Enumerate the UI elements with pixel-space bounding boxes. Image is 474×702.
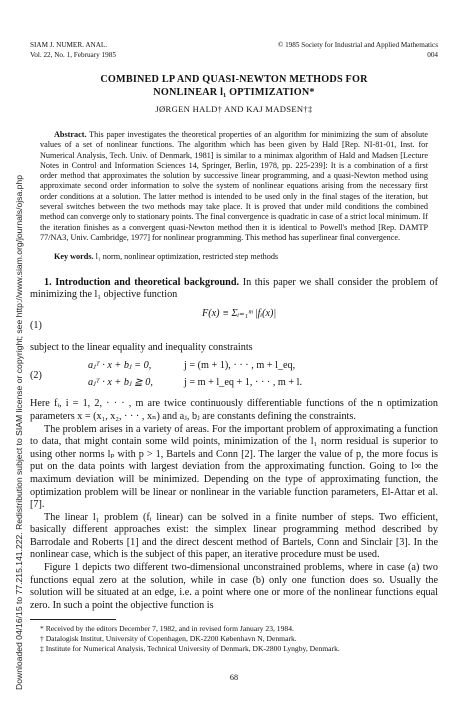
body-text: [30, 277, 438, 613]
inequality-constraint: aⱼᵀ · x + bⱼ ≧ 0,: [88, 377, 153, 389]
journal-volume: Vol. 22, No. 1, February 1985: [30, 51, 116, 59]
title-line-2: NONLINEAR l₁ OPTIMIZATION*: [153, 87, 315, 98]
download-notice: Downloaded 04/16/15 to 77.215.141.222. Redistribution subject to SIAM license or copyright; see http://www.siam.org/journals/ojsa.php: [14, 175, 24, 690]
journal-name: SIAM J. NUMER. ANAL.: [30, 41, 108, 49]
section-lead: In this paper we shall consider the problem of minimizing the l₁ objective function: [30, 276, 439, 301]
inequality-range: j = m + l_eq + 1, · · · , m + l.: [184, 377, 303, 389]
keywords-label: Key words.: [54, 252, 94, 262]
footnote-received: * Received by the editors December 7, 1982, and in revised form January 23, 1984.: [40, 624, 294, 634]
equality-range: j = (m + 1), · · · , m + l_eq,: [184, 360, 296, 372]
paragraph-linear: The linear l₁ problem (fᵢ linear) can be solved in a finite number of steps. Two efficient, basically different approaches exist: the simplex linear programming method described by Barrodale and Roberts [1] and the direct descent method of Bartels, Conn and Sinclair [3]. In the nonlinear case, which is the subject of this paper, an iterative procedure must be used.: [30, 511, 438, 561]
abstract-label: Abstract.: [54, 130, 87, 139]
equality-constraint: aⱼᵀ · x + bⱼ = 0,: [88, 360, 152, 372]
running-header: [30, 40, 438, 60]
abstract: [40, 130, 428, 243]
footnote-affiliation-2: ‡ Institute for Numerical Analysis, Technical University of Denmark, DK-2800 Lyngby, Denmark.: [40, 644, 340, 654]
abstract-text: This paper investigates the theoretical properties of an algorithm for minimizing the sum of absolute values of a set of nonlinear functions. The algorithm which has been given by Hald [Rep. NI-81-01, Inst. for Numerical Analysis, Tech. Univ. of Denmark, 1981] is similar to a minimax algorithm of Hald and Madsen [Lecture Notes in Control and Information Sciences 14, Springer, Berlin, 1978, pp. 225-239]: It is a combination of a first order method that approximates the solution by successive linear programming, and a quasi-Newton method using approximate second order information to solve the system of nonlinear equations arising from the necessary first order conditions at a solution. The latter method is intended to be used only in the final stages of the iteration, but several switches between the two methods may take place. It is proved that under mild conditions the combined method can converge only to stationary points. The final convergence is quadratic in case of a strict local minimum. If the iteration finishes as a convergent quasi-Newton method then it is identical to Powell's method [Rep. DAMTP 77/NA3, Univ. Cambridge, 1977] for nonlinear programming. This method has superlinear final convergence.: [40, 130, 428, 242]
footnote-affiliation-1: † Datalogisk Institut, University of Copenhagen, DK-2200 København N, Denmark.: [40, 634, 297, 644]
equation-1-number: (1): [30, 319, 42, 331]
intro-paragraph: [30, 277, 438, 302]
equation-2-number: (2): [30, 370, 42, 382]
paragraph-definitions: Here fᵢ, i = 1, 2, · · · , m are twice continuously differentiable functions of the n optimization parameters x = (x₁, x₂, · · · , xₙ) and aⱼ, bⱼ are constants defining the constraints.: [30, 398, 438, 422]
constraints-intro: subject to the linear equality and inequality constraints: [30, 341, 253, 353]
equation-1-formula: F(x) ≡ Σᵢ₌₁ᵐ |fᵢ(x)|: [202, 307, 277, 319]
author-list: JØRGEN HALD† AND KAJ MADSEN†‡: [155, 104, 313, 114]
paragraph-problem: The problem arises in a variety of areas. For the important problem of approximating a function to data, that might contain some wild points, minimization of the l₁ norm residual is superior to using other norms lₚ with p > 1, Bartels and Conn [2]. The larger the value of p, the more focus is put on the data points with largest deviation from the approximating function. Going to l∞ the maximum deviation will be minimized. Depending on the type of approximating function, the optimization problem will be linear or nonlinear in the variable function parameters, El-Attar et al. [7].: [30, 423, 438, 511]
title-line-1: COMBINED LP AND QUASI-NEWTON METHODS FOR: [100, 74, 368, 85]
keywords-text: l₁ norm, nonlinear optimization, restricted step methods: [95, 252, 279, 262]
section-heading: 1. Introduction and theoretical background.: [44, 276, 240, 288]
paragraph-figure: Figure 1 depicts two different two-dimensional unconstrained problems, where in case (a) two functions equal zero at the solution, while in case (b) only one function does so. Usually the solution will be situated at an edge, i.e. a point where one or more of the nonlinear functions equal zero. In such a point the objective function is: [30, 562, 438, 611]
paper-title: [30, 73, 438, 99]
footnote-divider: [30, 619, 116, 620]
article-code: 004: [427, 51, 438, 59]
equation-1: [30, 308, 438, 342]
download-watermark: [2, 0, 24, 702]
page-number: 68: [229, 673, 239, 682]
keywords: [40, 252, 428, 262]
paper-page: [30, 40, 439, 682]
copyright-notice: © 1985 Society for Industrial and Applied Mathematics: [277, 41, 438, 49]
equation-2: [30, 360, 438, 394]
